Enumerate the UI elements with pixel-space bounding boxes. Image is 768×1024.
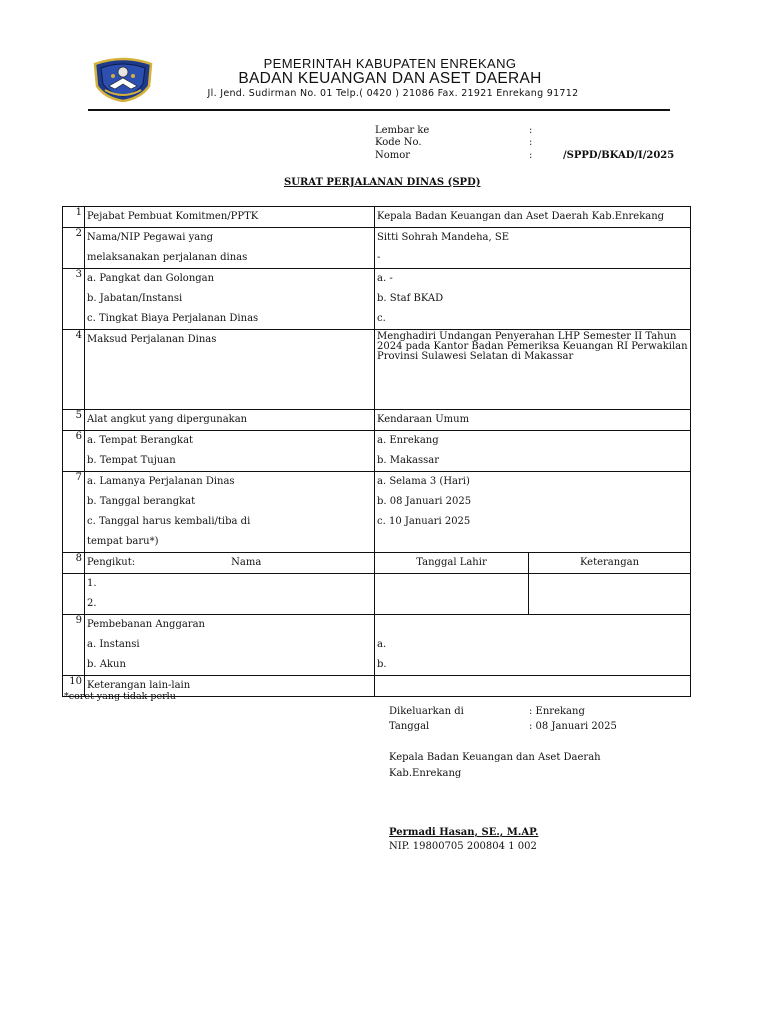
row-label: Pembebanan Anggaran: [87, 619, 205, 630]
row-number: 3: [63, 269, 85, 330]
table-row: [63, 472, 691, 553]
row-label: Pejabat Pembuat Komitmen/PPTK: [87, 211, 259, 222]
row-label: b. Tempat Tujuan: [87, 455, 176, 466]
row-value: c.: [377, 313, 386, 324]
signer-name: Permadi Hasan, SE., M.AP.: [389, 827, 539, 838]
table-row: [63, 615, 691, 676]
meta-code-label: Kode No.: [375, 137, 422, 148]
row-value: c. 10 Januari 2025: [377, 516, 471, 527]
signer-nip: NIP. 19800705 200804 1 002: [389, 841, 537, 852]
row-number: 2: [63, 228, 85, 269]
birthdate-column-header: Tanggal Lahir: [416, 557, 487, 568]
issued-label: Dikeluarkan di: [389, 706, 464, 717]
footnote: *coret yang tidak perlu: [64, 691, 176, 702]
row-value: b. Staf BKAD: [377, 293, 444, 304]
row-label: Keterangan lain-lain: [87, 680, 191, 691]
follower-birthdate-cell: [375, 574, 529, 615]
row-number: 1: [63, 207, 85, 228]
row-value: Menghadiri Undangan Penyerahan LHP Semester II Tahun 2024 pada Kantor Badan Pemeriksa Keuangan RI Perwakilan Provinsi Sulawesi Selatan di Makassar: [377, 331, 688, 362]
row-number: 9: [63, 615, 85, 676]
meta-number-value: /SPPD/BKAD/I/2025: [563, 150, 675, 161]
row-label: tempat baru*): [87, 536, 159, 547]
follower-item: 1.: [87, 578, 97, 589]
row-label: a. Pangkat dan Golongan: [87, 273, 215, 284]
row-label: Nama/NIP Pegawai yang: [87, 232, 214, 243]
spd-table: [62, 206, 691, 697]
meta-number-label: Nomor: [375, 150, 411, 161]
date-label: Tanggal: [389, 721, 430, 732]
name-column-header: Nama: [231, 557, 262, 568]
row-value: b. 08 Januari 2025: [377, 496, 472, 507]
row-value: b. Makassar: [377, 455, 439, 466]
row-value: Kendaraan Umum: [377, 414, 470, 425]
row-label: a. Tempat Berangkat: [87, 435, 194, 446]
follower-remarks-cell: [529, 574, 691, 615]
table-row: [63, 207, 691, 228]
follower-item: 2.: [87, 598, 97, 609]
row-label: b. Tanggal berangkat: [87, 496, 196, 507]
row-number: 10: [63, 676, 85, 697]
row-number: 8: [63, 553, 85, 574]
row-value: Kepala Badan Keuangan dan Aset Daerah Kab.Enrekang: [377, 211, 665, 222]
table-row: [63, 574, 691, 615]
issued-at: [389, 706, 585, 717]
date-value: : 08 Januari 2025: [529, 721, 617, 732]
row-value: b.: [377, 659, 387, 670]
table-row: [63, 431, 691, 472]
issued-value: : Enrekang: [529, 706, 585, 717]
agency-address: Jl. Jend. Sudirman No. 01 Telp.( 0420 ) 21086 Fax. 21921 Enrekang 91712: [207, 88, 579, 99]
document-title: SURAT PERJALANAN DINAS (SPD): [284, 177, 481, 188]
meta-number-colon: :: [529, 150, 533, 161]
meta-sheet-label: Lembar ke: [375, 125, 430, 136]
remarks-column-header: Keterangan: [579, 557, 640, 568]
table-row: [63, 330, 691, 410]
agency-name: BADAN KEUANGAN DAN ASET DAERAH: [238, 70, 542, 87]
letterhead-divider: [88, 109, 670, 111]
row-number: 6: [63, 431, 85, 472]
row-value: -: [377, 252, 381, 263]
row-label: Maksud Perjalanan Dinas: [87, 334, 217, 345]
signer-position: Kepala Badan Keuangan dan Aset Daerah: [389, 752, 601, 763]
meta-code-colon: :: [529, 137, 533, 148]
row-number: 5: [63, 410, 85, 431]
row-value: a.: [377, 639, 387, 650]
row-label: b. Akun: [87, 659, 126, 670]
table-row: [63, 553, 691, 574]
followers-label: Pengikut:: [87, 557, 136, 568]
government-name: PEMERINTAH KABUPATEN ENREKANG: [263, 56, 517, 71]
row-label: melaksanakan perjalanan dinas: [87, 252, 248, 263]
row-label: c. Tingkat Biaya Perjalanan Dinas: [87, 313, 259, 324]
row-value: [377, 676, 688, 696]
issued-date: [389, 721, 617, 732]
row-number: 4: [63, 330, 85, 410]
table-row: [63, 410, 691, 431]
row-value: a. Enrekang: [377, 435, 439, 446]
row-label: c. Tanggal harus kembali/tiba di: [87, 516, 251, 527]
row-label: a. Instansi: [87, 639, 140, 650]
table-row: [63, 269, 691, 330]
row-number: 7: [63, 472, 85, 553]
row-label: b. Jabatan/Instansi: [87, 293, 183, 304]
row-value: a. Selama 3 (Hari): [377, 476, 470, 487]
row-label: Alat angkut yang dipergunakan: [87, 414, 248, 425]
row-value: a. -: [377, 273, 393, 284]
signer-position-2: Kab.Enrekang: [389, 768, 462, 779]
meta-sheet-colon: :: [529, 125, 533, 136]
table-row: [63, 228, 691, 269]
row-value: Sitti Sohrah Mandeha, SE: [377, 232, 510, 243]
row-label: a. Lamanya Perjalanan Dinas: [87, 476, 235, 487]
